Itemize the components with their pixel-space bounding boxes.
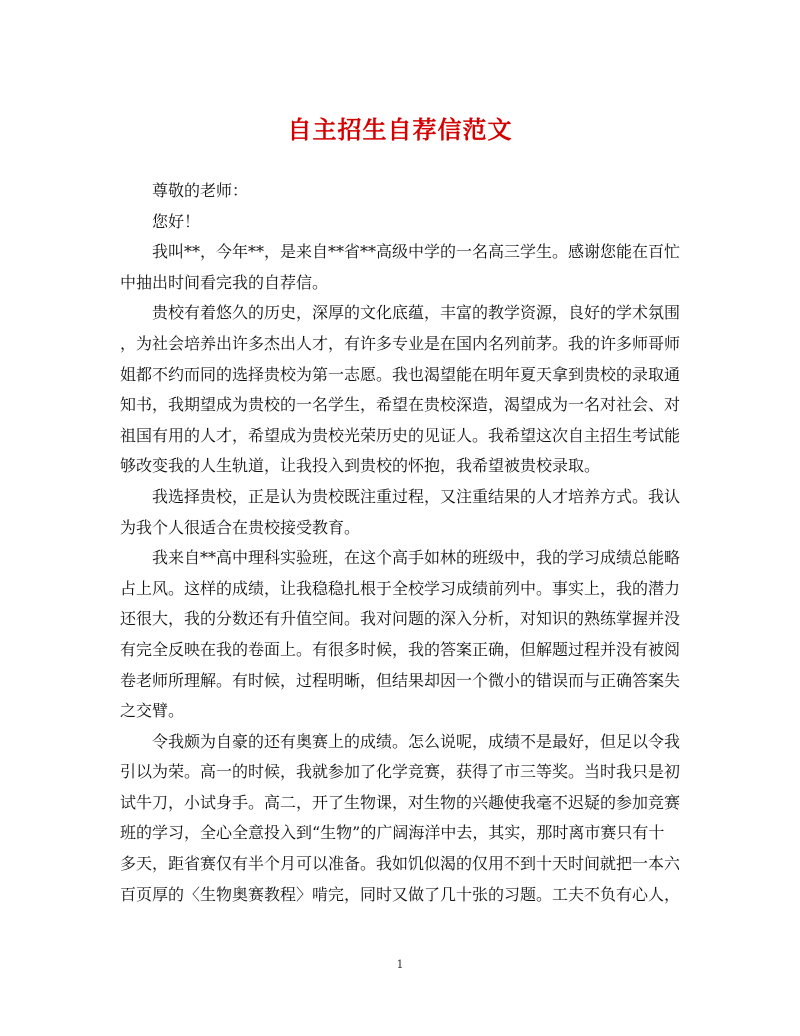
text-line: 还很大，我的分数还有升值空间。我对问题的深入分析，对知识的熟练掌握并没 bbox=[120, 609, 680, 629]
text-line: 我选择贵校，正是认为贵校既注重过程，又注重结果的人才培养方式。我认 bbox=[152, 486, 680, 506]
text-line: 令我颇为自豪的还有奥赛上的成绩。怎么说呢，成绩不是最好，但足以令我 bbox=[152, 731, 680, 751]
text-line: 中抽出时间看完我的自荐信。 bbox=[120, 272, 329, 292]
text-line: 试牛刀，小试身手。高二，开了生物课，对生物的兴趣使我毫不迟疑的参加竞赛 bbox=[120, 792, 680, 812]
letter-body bbox=[120, 176, 680, 910]
text-line: 班的学习，全心全意投入到“生物”的广阔海洋中去，其实，那时离市赛只有十 bbox=[120, 823, 665, 843]
document-title: 自主招生自荐信范文 bbox=[287, 115, 513, 144]
page-number: 1 bbox=[396, 958, 404, 971]
text-line: 够改变我的人生轨道，让我投入到贵校的怀抱，我希望被贵校录取。 bbox=[120, 456, 601, 476]
text-line: 有完全反映在我的卷面上。有很多时候，我的答案正确，但解题过程并没有被阅 bbox=[120, 639, 680, 659]
text-line: 尊敬的老师： bbox=[152, 181, 249, 200]
text-line: 引以为荣。高一的时候，我就参加了化学竞赛，获得了市三等奖。当时我只是初 bbox=[120, 762, 680, 782]
text-line: 知书，我期望成为贵校的一名学生，希望在贵校深造，渴望成为一名对社会、对 bbox=[120, 395, 680, 415]
text-line: 姐都不约而同的选择贵校为第一志愿。我也渴望能在明年夏天拿到贵校的录取通 bbox=[120, 364, 680, 384]
text-line: 贵校有着悠久的历史，深厚的文化底蕴，丰富的教学资源，良好的学术氛围 bbox=[152, 303, 680, 323]
text-line: 我来自**高中理科实验班，在这个高手如林的班级中，我的学习成绩总能略 bbox=[152, 548, 680, 568]
text-line: ，为社会培养出许多杰出人才，有许多专业是在国内名列前茅。我的许多师哥师 bbox=[120, 333, 680, 353]
text-line: 为我个人很适合在贵校接受教育。 bbox=[120, 517, 361, 537]
text-line: 祖国有用的人才，希望成为贵校光荣历史的见证人。我希望这次自主招生考试能 bbox=[120, 425, 680, 445]
text-line: 百页厚的〈生物奥赛教程〉啃完，同时又做了几十张的习题。工夫不负有心人， bbox=[120, 884, 680, 904]
text-line: 占上风。这样的成绩，让我稳稳扎根于全校学习成绩前列中。事实上，我的潜力 bbox=[120, 578, 680, 598]
text-line: 之交臂。 bbox=[120, 701, 185, 721]
text-line: 卷老师所理解。有时候，过程明晰，但结果却因一个微小的错误而与正确答案失 bbox=[120, 670, 680, 690]
text-line: 我叫**，今年**，是来自**省**高级中学的一名高三学生。感谢您能在百忙 bbox=[152, 242, 680, 262]
text-line: 您好！ bbox=[152, 211, 201, 231]
text-line: 多天，距省赛仅有半个月可以准备。我如饥似渴的仅用不到十天时间就把一本六 bbox=[120, 854, 680, 874]
